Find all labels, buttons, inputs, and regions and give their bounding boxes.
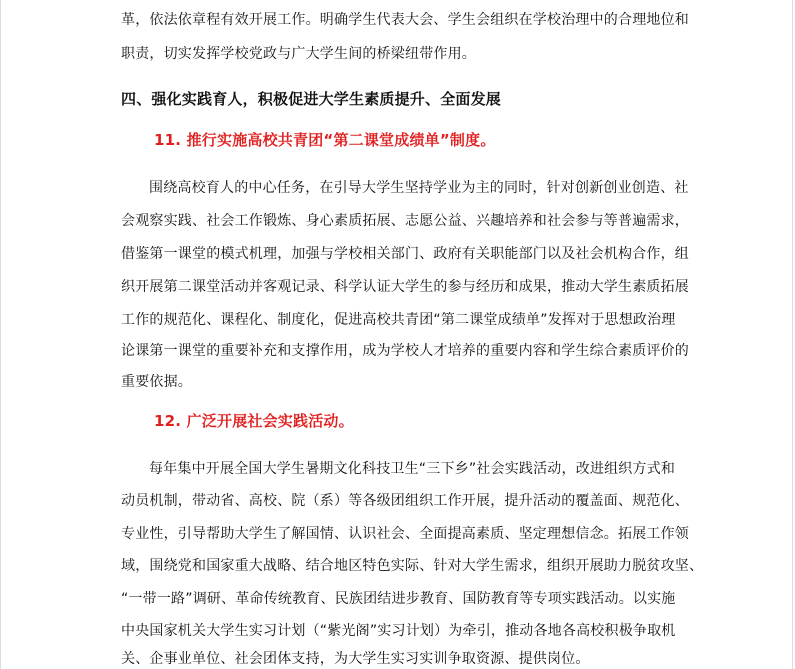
- paragraph-line: 关、企事业单位、社会团体支持，为大学生实习实训争取资源、提供岗位。: [121, 651, 590, 667]
- paragraph-line: 中央国家机关大学生实习计划（“紫光阁”实习计划）为牵引，推动各地各高校积极争取机: [121, 623, 676, 639]
- paragraph-line: 重要依据。: [121, 374, 192, 390]
- paragraph-line: 每年集中开展全国大学生暑期文化科技卫生“三下乡”社会实践活动，改进组织方式和: [149, 461, 676, 477]
- section-heading: 四、强化实践育人，积极促进大学生素质提升、全面发展: [121, 90, 502, 108]
- paragraph-line: 会观察实践、社会工作锻炼、身心素质拓展、志愿公益、兴趣培养和社会参与等普遍需求，: [121, 213, 689, 229]
- paragraph-line: 职责，切实发挥学校党政与广大学生间的桥梁纽带作用。: [121, 46, 476, 62]
- paragraph-line: 动员机制，带动省、高校、院（系）等各级团组织工作开展，提升活动的覆盖面、规范化、: [121, 493, 689, 509]
- paragraph-line: 专业性，引导帮助大学生了解国情、认识社会、全面提高素质、坚定理想信念。拓展工作领: [121, 526, 689, 542]
- paragraph-line: 论课第一课堂的重要补充和支撑作用，成为学校人才培养的重要内容和学生综合素质评价的: [121, 343, 689, 359]
- paragraph-line: 围绕高校育人的中心任务，在引导大学生坚持学业为主的同时，针对创新创业创造、社: [149, 180, 689, 196]
- paragraph-line: 借鉴第一课堂的模式机理，加强与学校相关部门、政府有关职能部门以及社会机构合作，组: [121, 246, 689, 262]
- paragraph-line: 工作的规范化、课程化、制度化，促进高校共青团“第二课堂成绩单”发挥对于思想政治理: [121, 312, 676, 328]
- item-12-title: 12. 广泛开展社会实践活动。: [154, 412, 354, 430]
- item-11-title: 11. 推行实施高校共青团“第二课堂成绩单”制度。: [154, 131, 496, 149]
- paragraph-line: “一带一路”调研、革命传统教育、民族团结进步教育、国防教育等专项实践活动。以实施: [121, 591, 676, 607]
- paragraph-line: 织开展第二课堂活动并客观记录、科学认证大学生的参与经历和成果，推动大学生素质拓展: [121, 279, 689, 295]
- paragraph-line: 革，依法依章程有效开展工作。明确学生代表大会、学生会组织在学校治理中的合理地位和: [121, 12, 689, 28]
- paragraph-line: 域，围绕党和国家重大战略、结合地区特色实际、针对大学生需求，组织开展助力脱贫攻坚、: [121, 558, 704, 574]
